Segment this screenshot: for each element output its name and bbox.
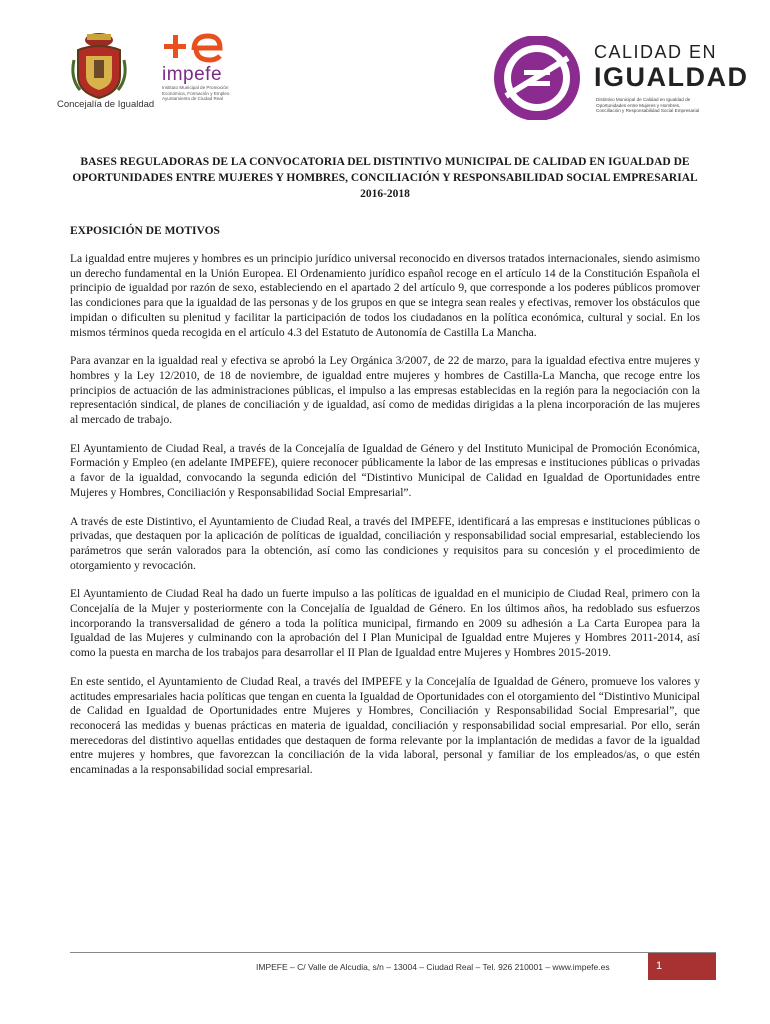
footer-text: IMPEFE – C/ Valle de Alcudia, s/n – 13004 – Ciudad Real – Tel. 926 210001 – www.impefe.es bbox=[256, 962, 610, 972]
impefe-description: Instituto Municipal de Promoción Económica, Formación y Empleo Ayuntamiento de Ciudad Real bbox=[162, 85, 230, 102]
footer-divider bbox=[70, 952, 716, 953]
equality-seal-icon bbox=[492, 36, 582, 120]
paragraph: La igualdad entre mujeres y hombres es un principio jurídico universal reconocido en diversos tratados internacionales, siendo asimismo un derecho fundamental en la Unión Europea. El Ordenamiento jurídico español recoge en el artículo 14 de la Constitución Española el principio de igualdad por razón de sexo, estableciendo en el apartado 2 del artículo 9, que corresponde a los poderes públicos promover las condiciones para que la igualdad de las personas y de los grupos en que se integra sean reales y efectivas, remover los obstáculos que impidan o dificulten su plenitud y facilitar la participación de todos los ciudadanos en la política económica, cultural y social. En los mismos términos queda recogida en el artículo 4.3 del Estatuto de Autonomía de Castilla La Mancha. bbox=[70, 253, 700, 339]
paragraph: En este sentido, el Ayuntamiento de Ciudad Real, a través del IMPEFE y la Concejalía de Igualdad de Género, promueve los valores y actitudes empresariales hacia políticas que tengan en cuenta la Igualdad de Oportunidades con el otorgamiento del “Distintivo Municipal de Calidad en Igualdad de Oportunidades entre Mujeres y Hombres, Conciliación y Responsabilidad Social Empresarial”, que reconocerá las medidas y buenas prácticas en materia de igualdad, conciliación y responsabilidad social empresarial. Por ello, serán merecedoras del distintivo aquellas entidades que destaquen de forma relevante por la implantación de medidas a favor de la igualdad entre mujeres y hombres, que favorezcan la conciliación de la vida laboral, personal y familiar de los empleados/as, o que estén encaminadas a la responsabilidad social empresarial. bbox=[70, 675, 700, 777]
crest-caption: Concejalía de Igualdad bbox=[57, 99, 155, 110]
seal-description: Distintivo Municipal de Calidad en Igualdad de Oportunidades entre Mujeres y Hombres, Conciliación y Responsabilidad Social Empresarial bbox=[596, 97, 700, 114]
paragraph: Para avanzar en la igualdad real y efectiva se aprobó la Ley Orgánica 3/2007, de 22 de marzo, para la igualdad efectiva entre mujeres y hombres y la Ley 12/2010, de 18 de noviembre, de igualdad entre mujeres y hombres de Castilla-La Mancha, que recoge entre los principios de actuación de las administraciones públicas, el impulso a las empresas establecidas en la región para la negociación con la representación sindical, de planes de conciliación y de igualdad, así como de medidas dirigidas a la plena incorporación de las mujeres al mercado de trabajo. bbox=[70, 355, 700, 427]
seal-title-line2: IGUALDAD bbox=[594, 62, 749, 92]
document-title: BASES REGULADORAS DE LA CONVOCATORIA DEL DISTINTIVO MUNICIPAL DE CALIDAD EN IGUALDAD DE OPORTUNIDADES ENTRE MUJERES Y HOMBRES, CONCILIACIÓN Y RESPONSABILIDAD SOCIAL EMPRESARIAL 2016-2018 bbox=[72, 156, 698, 200]
document-body bbox=[70, 252, 700, 792]
seal-title-line1: CALIDAD EN bbox=[594, 42, 718, 62]
paragraph: El Ayuntamiento de Ciudad Real ha dado un fuerte impulso a las políticas de igualdad en el municipio de Ciudad Real, primero con la Concejalía de la Mujer y posteriormente con la Concejalía de Igualdad de Género. En los últimos años, ha redoblado sus esfuerzos incorporando la transversalidad de género a toda la política municipal, firmando en 2009 su adhesión a La Carta Europea para la Igualdad de las Mujeres y culminando con la aprobación del I Plan Municipal de Igualdad entre Mujeres y Hombres 2011-2014, así como la puesta en marcha de los trabajos para desarrollar el II Plan de Igualdad entre Mujeres y Hombres 2015-2019. bbox=[70, 588, 700, 660]
paragraph: A través de este Distintivo, el Ayuntamiento de Ciudad Real, a través del IMPEFE, identificará a las empresas e instituciones públicas o privadas, que destaquen por la aplicación de políticas de igualdad, conciliación y responsabilidad social empresarial, estableciendo los parámetros que serán valorados para la obtención, así como las condiciones y requisitos para su concesión y el procedimiento de otorgamiento y revocación. bbox=[70, 515, 700, 572]
paragraph: El Ayuntamiento de Ciudad Real, a través de la Concejalía de Igualdad de Género y del Instituto Municipal de Promoción Económica, Formación y Empleo (en adelante IMPEFE), quiere reconocer públicamente la labor de las empresas e instituciones públicas o privadas a favor de la igualdad, convocando la segunda edición del “Distintivo Municipal de Calidad en Igualdad de Oportunidades entre Mujeres y Hombres, Conciliación y Responsabilidad Social Empresarial”. bbox=[70, 442, 700, 499]
impefe-wordmark: impefe bbox=[162, 64, 223, 85]
coat-of-arms-logo bbox=[70, 30, 128, 102]
section-heading: EXPOSICIÓN DE MOTIVOS bbox=[70, 225, 220, 237]
page-number: 1 bbox=[656, 960, 663, 972]
